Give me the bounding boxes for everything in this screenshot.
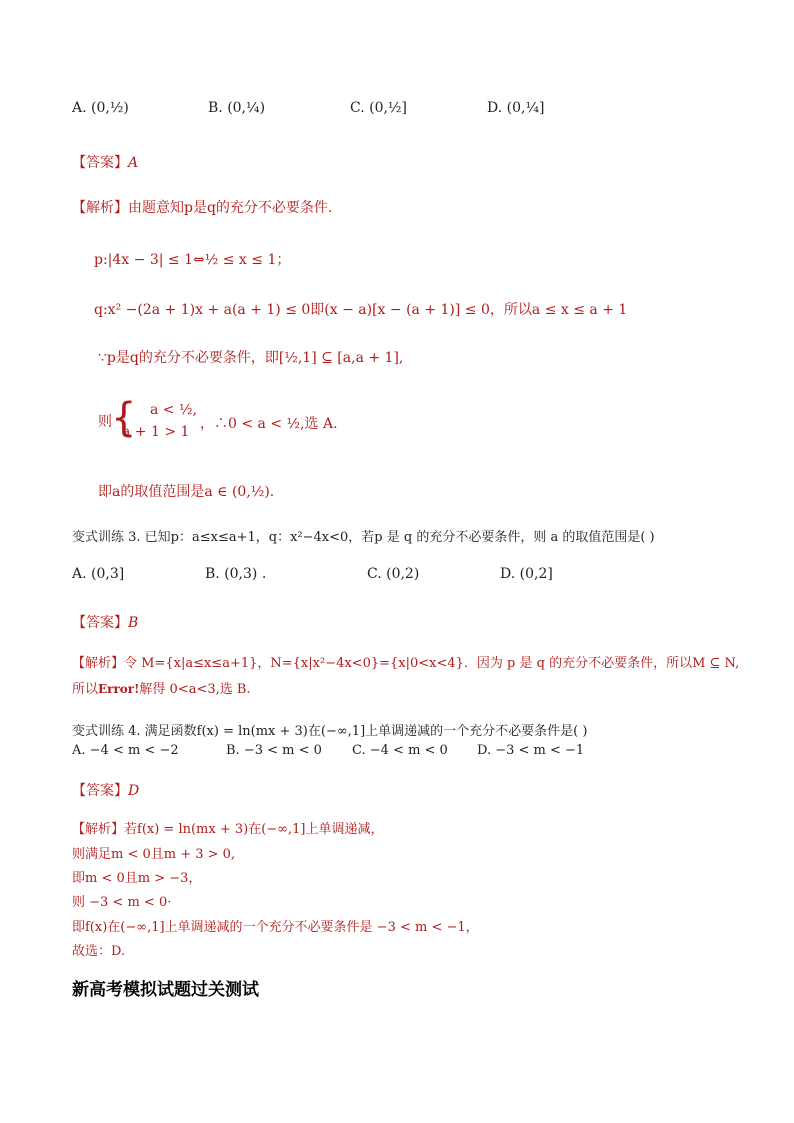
- answer-label: 【答案】: [72, 783, 128, 799]
- analysis-block-2: [72, 652, 739, 671]
- option-c-prev: C. (0,½]: [350, 100, 407, 116]
- analysis-line: ，∴0 < a < ½,选 A.: [200, 416, 338, 432]
- option-b-prev: B. (0,¼): [208, 100, 266, 116]
- section-title: 新高考模拟试题过关测试: [72, 980, 259, 1000]
- analysis-text: 所以: [72, 682, 99, 697]
- answer-value: B: [128, 615, 139, 631]
- analysis-line: 故选：D.: [72, 944, 126, 959]
- answer-block-3: [72, 780, 139, 800]
- answer-block-1: [72, 152, 138, 172]
- analysis-line: ∵p是q的充分不必要条件，即[½,1] ⊆ [a,a + 1],: [98, 350, 404, 366]
- analysis-label: 【解析】: [72, 200, 128, 216]
- analysis-line: 则: [98, 414, 112, 430]
- analysis-label: 【解析】: [72, 656, 125, 671]
- question-4-stem: 变式训练 4. 满足函数f(x) = ln(mx + 3)在(−∞,1]上单调递减的一个充分不必要条件是( ): [72, 724, 588, 739]
- option-c: C. −4 < m < 0: [352, 743, 448, 758]
- answer-block-2: [72, 612, 138, 632]
- answer-label: 【答案】: [72, 615, 128, 631]
- answer-label: 【答案】: [72, 155, 128, 171]
- analysis-label: 【解析】: [72, 822, 125, 837]
- analysis-line: p:|4x − 3| ≤ 1⇔½ ≤ x ≤ 1；: [94, 252, 291, 268]
- error-text: Error!: [98, 682, 140, 696]
- analysis-text: 解得 0<a<3,选 B.: [139, 682, 251, 697]
- option-a: A. (0,3]: [72, 566, 125, 582]
- analysis-block-1: [72, 197, 332, 217]
- option-d: D. (0,2]: [500, 566, 553, 582]
- analysis-block-3: [72, 818, 384, 837]
- analysis-line: 则 −3 < m < 0·: [72, 895, 172, 910]
- analysis-line: 则满足m < 0且m + 3 > 0,: [72, 847, 236, 862]
- analysis-line: 即m < 0且m > −3，: [72, 871, 202, 886]
- option-a-prev: A. (0,½): [72, 100, 129, 116]
- analysis-line: 由题意知p是q的充分不必要条件.: [128, 200, 333, 216]
- answer-value: A: [128, 155, 139, 171]
- option-a: A. −4 < m < −2: [72, 743, 179, 758]
- analysis-line: [72, 678, 251, 697]
- analysis-line: 若f(x) = ln(mx + 3)在(−∞,1]上单调递减，: [124, 822, 384, 837]
- option-c: C. (0,2): [367, 566, 420, 582]
- option-d-prev: D. (0,¼]: [487, 100, 545, 116]
- inequality-1: a < ½,: [150, 402, 197, 418]
- analysis-line: 即f(x)在(−∞,1]上单调递减的一个充分不必要条件是 −3 < m < −1，: [72, 920, 479, 935]
- option-b: B. −3 < m < 0: [226, 743, 322, 758]
- option-b: B. (0,3) .: [205, 566, 267, 582]
- inequality-2: a + 1 > 1: [122, 424, 190, 440]
- question-3-stem: 变式训练 3. 已知p：a≤x≤a+1，q：x²−4x<0，若p 是 q 的充分不必要条件，则 a 的取值范围是( ): [72, 530, 655, 545]
- analysis-line: 令 M={x|a≤x≤a+1}，N={x|x²−4x<0}={x|0<x<4}．因为 p 是 q 的充分不必要条件，所以M ⊆ N,: [124, 656, 740, 671]
- option-d: D. −3 < m < −1: [477, 743, 585, 758]
- analysis-line: q:x² −(2a + 1)x + a(a + 1) ≤ 0即(x − a)[x − (a + 1)] ≤ 0，所以a ≤ x ≤ a + 1: [94, 302, 628, 318]
- answer-value: D: [128, 783, 140, 799]
- left-brace-icon: {: [111, 395, 137, 441]
- analysis-line: 即a的取值范围是a ∈ (0,½).: [98, 484, 275, 500]
